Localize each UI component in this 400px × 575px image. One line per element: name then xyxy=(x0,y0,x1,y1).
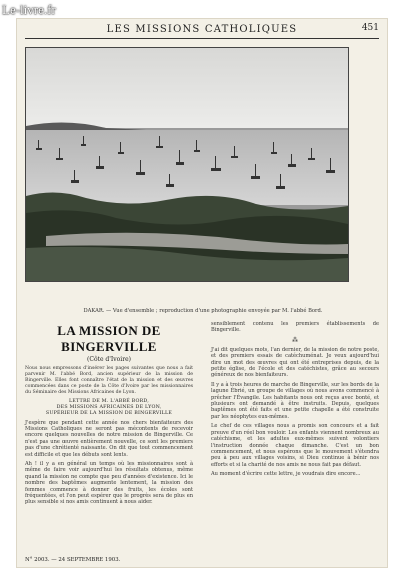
right-paragraph: J'ai dit quelques mots, l'an dernier, de la mission de notre poste, et des premiers essais de catéchuménat. Je veux aujourd'hui dire un mot des œuvres qui ont été entreprises depuis, de la petite église, de l'école et des catéchistes, grâce au secours généreux de nos bienfaiteurs. xyxy=(211,346,379,379)
harbor-photo-image xyxy=(26,48,348,281)
running-header xyxy=(25,22,379,36)
section-separator: ⁂ xyxy=(292,336,298,344)
photo-caption: DAKAR. — Vue d'ensemble ; reproduction d'une photographie envoyée par M. l'abbé Bord. xyxy=(83,308,323,314)
left-paragraph: J'espère que pendant cette année nos chers bienfaiteurs des Missions Catholiques ne seront pas mécontents de recevoir encore quelques nouvelles de notre mission de Bingerville. Ce n'est pas une œuvre entièrement nouvelle, ce sont les premiers pas d'une chrétienté naissante. On dit que tout commencement est difficile et que les débuts sont lents. xyxy=(25,419,193,458)
magazine-page xyxy=(16,18,388,568)
article-subtitle: (Côte d'Ivoire) xyxy=(87,356,131,363)
article-intro: Nous nous empressons d'insérer les pages suivantes que nous a fait parvenir M. l'abbé Bord, ancien supérieur de la mission de Bingerville. Elles font connaître l'état de la mission et des œuvres commencées dans ce poste de la Côte d'Ivoire par les missionnaires du Séminaire des Missions Africaines de Lyon. xyxy=(25,366,193,395)
page-number: 451 xyxy=(361,23,379,33)
article-title: LA MISSION DE BINGERVILLE xyxy=(57,323,161,354)
watermark: Le-livre.fr xyxy=(2,2,56,17)
issue-footer: N° 2003. — 24 SEPTEMBRE 1903. xyxy=(25,557,121,563)
right-paragraph: sensiblement contenu les premiers établissements de Bingerville. xyxy=(211,321,379,334)
harbor-photograph xyxy=(25,47,349,282)
right-paragraph: Il y a à trois heures de marche de Bingerville, sur les bords de la lagune Ébrié, un groupe de villages où nous avons commencé à prêcher l'Évangile. Les habitants nous ont reçus avec bonté, et plusieurs ont demandé à être instruits. Depuis, quelques baptêmes ont été faits et une petite chapelle a été construite par les néophytes eux-mêmes. xyxy=(211,381,379,420)
right-paragraph: Au moment d'écrire cette lettre, je voudrais dire encore... xyxy=(211,471,361,478)
left-column xyxy=(25,323,193,509)
letter-heading xyxy=(25,399,193,417)
right-paragraph: Le chef de ces villages nous a promis son concours et a fait preuve d'un réel bon vouloir. Les enfants viennent nombreux au catéchisme, et les adultes eux-mêmes suivent volontiers l'instruction donnée chaque dimanche. C'est un bon commencement, et nous espérons que le mouvement s'étendra peu à peu aux villages voisins, si Dieu continue à bénir nos efforts et si la charité de nos amis ne nous fait pas défaut. xyxy=(211,423,379,468)
running-title: LES MISSIONS CATHOLIQUES xyxy=(106,23,298,35)
header-rule xyxy=(25,38,379,39)
letter-heading-line: SUPÉRIEUR DE LA MISSION DE BINGERVILLE xyxy=(45,410,173,416)
letter-heading-line: DES MISSIONS AFRICAINES DE LYON, xyxy=(56,404,162,410)
letter-heading-line: LETTRE DE M. L'ABBÉ BORD, xyxy=(68,398,150,404)
right-column xyxy=(211,321,379,481)
left-paragraph: Ah ! il y a en général un temps où les missionnaires sont à même de faire voir aujourd'hui les résultats obtenus, même quand la mission ne compte que peu d'années d'existence. Ici le nombre des baptêmes augmente lentement, la mission des femmes commence à donner des fruits, les écoles sont fréquentées, et l'on peut espérer que le progrès sera de plus en plus sensible si nos amis continuent à nous aider. xyxy=(25,460,193,506)
